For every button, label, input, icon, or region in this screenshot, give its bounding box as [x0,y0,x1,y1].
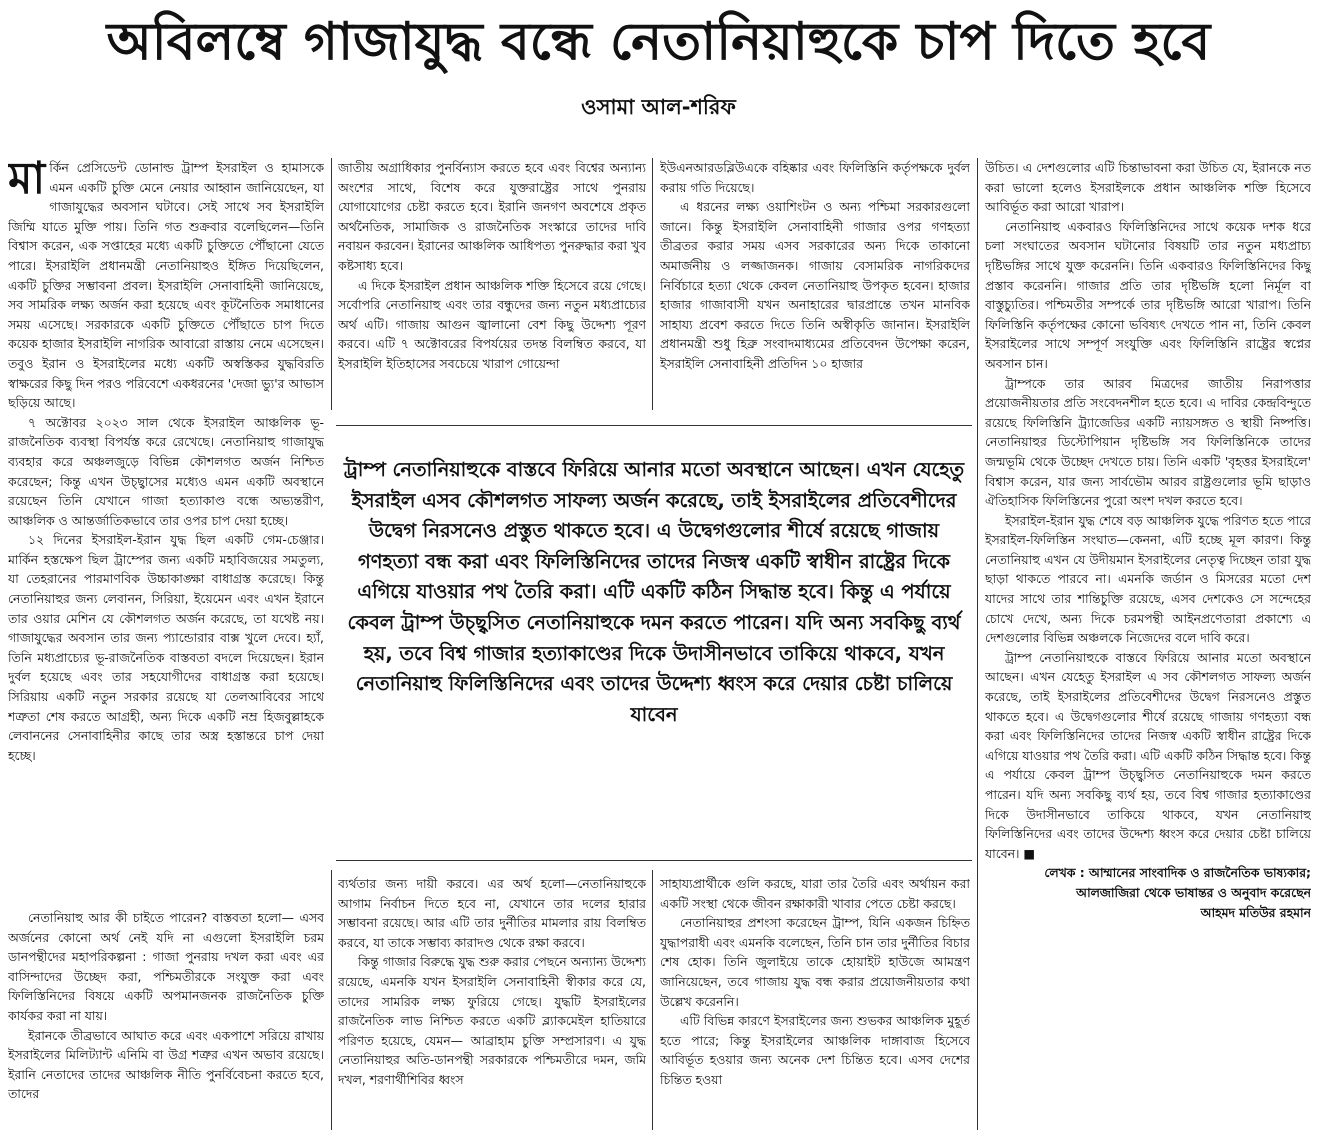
article-paragraph: এ দিকে ইসরাইল প্রধান আঞ্চলিক শক্তি হিসেবে রয়ে গেছে। সর্বোপরি নেতানিয়াহু এবং তার বন্ধুদের জন্য নতুন মধ্যপ্রাচ্যের অর্থ এটি। গাজায় আগুন জ্বালানো বেশ কিছু উদ্দেশ্য পূরণ করবে। এটি ৭ অক্টোবরের বিপর্যয়ের তদন্ত বিলম্বিত করবে, যা ইসরাইলি ইতিহাসের সবচেয়ে খারাপ গোয়েন্দা [338,277,646,371]
translator-name: আহমদ মতিউর রহমান [1200,904,1311,920]
article-paragraph: জাতীয় অগ্রাধিকার পুনর্বিন্যাস করতে হবে এবং বিশ্বের অন্যান্য অংশের সাথে, বিশেষ করে যুক্তরাষ্ট্রের সাথে পুনরায় যোগাযোগের চেষ্টা করতে হবে। ইরানি জনগণ অবশেষে প্রকৃত অর্থনৈতিক, সামাজিক ও রাজনৈতিক সংস্কারে তাদের দাবি নবায়ন করবেন। ইরানের আঞ্চলিক আধিপত্য পুনরুদ্ধার করা খুব কষ্টসাধ্য হবে। [338,160,646,273]
article-column-4 [985,158,1311,1130]
article-column-2 [338,158,646,414]
article-column-2-continued [338,874,646,1130]
drop-cap: মা [8,158,46,204]
pull-quote-rule-top [336,425,972,426]
article-paragraph: এ ধরনের লক্ষ্য ওয়াশিংটন ও অন্য পশ্চিমা সরকারগুলো জানে। কিন্তু ইসরাইলি সেনাবাহিনী গাজার ওপর গণহত্যা তীব্রতর করার সময় এসব সরকারের অন্য দিকে তাকানো অমার্জনীয় ও লজ্জাজনক। গাজায় বেসামরিক নাগরিকদের নির্বিচারে হত্যা থেকে কেবল নেতানিয়াহু উপকৃত হবেন। হাজার হাজার গাজাবাসী যখন অনাহারের দ্বারপ্রান্তে তখন মানবিক সাহায্য প্রবেশ করতে দিতে তিনি অস্বীকৃতি জানান। ইসরাইলি প্রধানমন্ত্রী শুধু হিব্রু সংবাদমাধ্যমের প্রতিবেদন উপেক্ষা করেন, ইসরাইলি সেনাবাহিনী প্রতিদিন ১০ হাজার [660,199,970,371]
column-rule [652,158,653,410]
column-rule [331,158,332,410]
article-paragraph: উচিত। এ দেশগুলোর এটি চিন্তাভাবনা করা উচিত যে, ইরানকে নত করা ভালো হলেও ইসরাইলকে প্রধান আঞ্চলিক শক্তি হিসেবে আবির্ভূত করা আরো খারাপ। [985,160,1311,215]
column-rule [977,158,978,1130]
article-paragraph: ব্যর্থতার জন্য দায়ী করবে। এর অর্থ হলো—নেতানিয়াহুকে আগাম নির্বাচন দিতে হবে না, যেখানে তার দলের হারার সম্ভাবনা রয়েছে। আর এটি তার দুর্নীতির মামলার রায় বিলম্বিত করবে, যা তাকে সম্ভাব্য কারাদণ্ড থেকে রক্ষা করবে। [338,876,646,950]
article-paragraph: ১২ দিনের ইসরাইল-ইরান যুদ্ধ ছিল একটি গেম-চেঞ্জার। মার্কিন হস্তক্ষেপ ছিল ট্রাম্পের জন্য একটি মহাবিজয়ের সমতুল্য, যা তেহরানের পারমাণবিক উচ্চাকাঙ্ক্ষা বাধাগ্রস্ত করেছে। কিন্তু নেতানিয়াহুর জন্য লেবানন, সিরিয়া, ইয়েমেন এবং এখন ইরানে তার ওয়ার মেশিন যে কৌশলগত অর্জন করেছে, তা যথেষ্ট নয়। গাজাযুদ্ধের অবসান তার জন্য প্যান্ডোরার বাক্স খুলে দেবে। হ্যাঁ, তিনি মধ্যপ্রাচ্যের ভূ-রাজনৈতিক বাস্তবতা বদলে দিয়েছেন। ইরান দুর্বল হয়েছে এবং তার সহযোগীদের বাধাগ্রস্ত করা হয়েছে। সিরিয়ায় একটি নতুন সরকার রয়েছে যা তেলআবিবের সাথে শত্রুতা শেষ করতে আগ্রহী, অন্য দিকে একটি নম্র হিজবুল্লাহকে লেবাননের সেনাবাহিনীর কাছে তার অস্ত্র হস্তান্তরে চাপ দেয়া হচ্ছে। [8,532,324,763]
byline: ওসামা আল-শরিফ [581,95,736,119]
column-rule [652,870,653,1130]
article-paragraph: ট্রাম্প নেতানিয়াহুকে বাস্তবে ফিরিয়ে আনার মতো অবস্থানে আছেন। এখন যেহেতু ইসরাইল এ সব কৌশলগত সাফল্য অর্জন করেছে, তাই ইসরাইলের প্রতিবেশীদের উদ্বেগ নিরসনেও প্রস্তুত থাকতে হবে। এ উদ্বেগগুলোর শীর্ষে রয়েছে গাজায় গণহত্যা বন্ধ করা এবং ফিলিস্তিনিদের তাদের নিজস্ব একটি স্বাধীন রাষ্ট্রের দিকে এগিয়ে যাওয়ার পথ তৈরি করা। এটি একটি কঠিন সিদ্ধান্ত হবে। কিন্তু এ পর্যায়ে কেবল ট্রাম্প উচ্ছ্বসিত নেতানিয়াহুকে দমন করতে পারেন। যদি অন্য সবকিছু ব্যর্থ হয়, তবে বিশ্ব গাজার হত্যাকাণ্ডের দিকে উদাসীনভাবে তাকিয়ে থাকবে, যখন নেতানিয়াহু ফিলিস্তিনিদের এবং তাদের উদ্দেশ্য ধ্বংস করে দেয়ার চেষ্টা চালিয়ে যাবেন। ■ [985,649,1311,861]
article-paragraph: নেতানিয়াহুর প্রশংসা করেছেন ট্রাম্প, যিনি একজন চিহ্নিত যুদ্ধাপরাধী এবং এমনকি বলেছেন, তিনি চান তার দুর্নীতির বিচার শেষ হোক। তিনি জুলাইয়ে তাকে হোয়াইট হাউজে আমন্ত্রণ জানিয়েছেন, তবে গাজায় যুদ্ধ বন্ধ করার প্রয়োজনীয়তার কথা উল্লেখ করেননি। [660,915,970,1009]
article-paragraph: সাহায্যপ্রার্থীকে গুলি করছে, যারা তার তৈরি এবং অর্থায়ন করা একটি সংস্থা থেকে জীবন রক্ষাকারী খাবার পেতে চেষ্টা করছে। [660,876,970,911]
article-column-3-continued [660,874,970,1130]
article-column-3 [660,158,970,414]
article-paragraph: মার্কিন প্রেসিডেন্ট ডোনাল্ড ট্রাম্প ইসরাইল ও হামাসকে এমন একটি চুক্তি মেনে নেয়ার আহ্বান জানিয়েছেন, যা গাজাযুদ্ধের অবসান ঘটাবে। সেই সাথে সব ইসরাইলি জিম্মি যাতে মুক্তি পায়। তিনি গত শুক্রবার বলেছিলেন—তিনি বিশ্বাস করেন, এক সপ্তাহের মধ্যে একটি চুক্তিতে পৌঁছানো যেতে পারে। ইসরাইলি প্রধানমন্ত্রী নেতানিয়াহুও ইঙ্গিত দিয়েছিলেন, একটি চুক্তির সম্ভাবনা প্রবল। ইসরাইলি সেনাবাহিনী জানিয়েছে, সব সামরিক লক্ষ্য অর্জন করা হয়েছে এবং কূটনৈতিক সমাধানের সময় এসেছে। সরকারকে একটি চুক্তিতে পৌঁছাতে চাপ দিতে কয়েক হাজার ইসরাইলি নাগরিক আবারো রাস্তায় নেমে এসেছেন। তবুও ইরান ও ইসরাইলের মধ্যে একটি অস্বস্তিকর যুদ্ধবিরতি স্বাক্ষরের কিছু দিন পরও পরিবেশে একধরনের 'দেজা ভ্যু'র আভাস ছড়িয়ে আছে। [8,158,324,411]
article-paragraph: কিন্তু গাজার বিরুদ্ধে যুদ্ধ শুরু করার পেছনে অন্যান্য উদ্দেশ্য রয়েছে, এমনকি যখন ইসরাইলি সেনাবাহিনী স্বীকার করে যে, তাদের সামরিক লক্ষ্য ফুরিয়ে গেছে। যুদ্ধটি ইসরাইলের রাজনৈতিক লাভ নিশ্চিত করতে একটি ব্ল্যাকমেইল হাতিয়ারে পরিণত হয়েছে, যেমন— আব্রাহাম চুক্তি সম্প্রসারণ। এ যুদ্ধ নেতানিয়াহুর অতি-ডানপন্থী সরকারকে পশ্চিমতীরে দমন, জমি দখল, শরণার্থীশিবির ধ্বংস [338,954,646,1087]
article-paragraph: ইসরাইল-ইরান যুদ্ধ শেষে বড় আঞ্চলিক যুদ্ধে পরিণত হতে পারে ইসরাইল-ফিলিস্তিন সংঘাত—কেননা, এটি হচ্ছে মূল কারণ। কিন্তু নেতানিয়াহু এখন যে উদীয়মান ইসরাইলের নেতৃত্ব দিচ্ছেন তারা যুদ্ধ ছাড়া থাকতে পারবে না। এমনকি জর্ডান ও মিসরের মতো দেশ যাদের সাথে তার শান্তিচুক্তি রয়েছে, এসব দেশকেও সে সন্দেহের চোখে দেখে, অন্য দিকে চরমপন্থী আইনপ্রণেতারা প্রকাশ্যে এ দেশগুলোর বিভিন্ন অঞ্চলকে নিজেদের বলে দাবি করে। [985,512,1311,646]
pull-quote-rule-bottom [336,860,972,861]
article-paragraph: এটি বিভিন্ন কারণে ইসরাইলের জন্য শুভকর আঞ্চলিক মুহূর্ত হতে পারে; কিন্তু ইসরাইলের আঞ্চলিক দাঙ্গাবাজ হিসেবে আবির্ভূত হওয়ার জন্য অনেক দেশ চিন্তিত হবে। এসব দেশের চিন্তিত হওয়া [660,1013,970,1087]
article-paragraph: ট্রাম্পকে তার আরব মিত্রদের জাতীয় নিরাপত্তার প্রয়োজনীয়তার প্রতি সংবেদনশীল হতে হবে। এ দাবির কেন্দ্রবিন্দুতে রয়েছে ফিলিস্তিনি ট্র্যাজেডির একটি ন্যায়সঙ্গত ও স্থায়ী নিষ্পত্তি। নেতানিয়াহুর ডিস্টোপিয়ান দৃষ্টিভঙ্গি সব ফিলিস্তিনিকে তাদের জন্মভূমি থেকে উচ্ছেদ দেখতে চায়। তিনি একটি 'বৃহত্তর ইসরাইলে' বিশ্বাস করেন, যার জন্য সার্বভৌম আরব রাষ্ট্রগুলোর ভূমি ছাড়াও ঐতিহাসিক ফিলিস্তিনের পুরো অংশ দখল করতে হবে। [985,375,1311,509]
column-rule [331,870,332,1130]
article-paragraph: ইরানকে তীব্রভাবে আঘাত করে এবং একপাশে সরিয়ে রাখায় ইসরাইলের মিলিট্যান্ট এনিমি বা উগ্র শত্রুর এখন অভাব রয়েছে। ইরানি নেতাদের তাদের আঞ্চলিক নীতি পুনর্বিবেচনা করতে হবে, তাদের [8,1027,324,1102]
pull-quote [336,455,972,825]
author-credit: লেখক : আম্মানের সাংবাদিক ও রাজনৈতিক ভাষ্যকার; [1044,865,1311,881]
article-column-1-continued [8,908,324,1130]
article-paragraph: ৭ অক্টোবর ২০২৩ সাল থেকে ইসরাইল আঞ্চলিক ভূ-রাজনৈতিক ব্যবস্থা বিপর্যস্ত করে রেখেছে। নেতানিয়াহু গাজাযুদ্ধ ব্যবহার করে অঞ্চলজুড়ে বিভিন্ন কৌশলগত অর্জন নিশ্চিত করেছেন; কিন্তু এখন উচ্ছ্বাসের মধ্যেও এমন একটি অবস্থানে রয়েছেন তিনি যেখানে গাজা হত্যাকাণ্ড বন্ধে অভ্যন্তরীণ, আঞ্চলিক ও আন্তর্জাতিকভাবে তার ওপর চাপ দেয়া হচ্ছে। [8,414,324,528]
article-paragraph: নেতানিয়াহু একবারও ফিলিস্তিনিদের সাথে কয়েক দশক ধরে চলা সংঘাতের অবসান ঘটানোর বিষয়টি তার নতুন মধ্যপ্রাচ্য দৃষ্টিভঙ্গির সাথে যুক্ত করেননি। তিনি একবারও ফিলিস্তিনিদের কিছু প্রস্তাব করেননি। গাজার প্রতি তার দৃষ্টিভঙ্গি হলো নির্মূল বা বাস্তুচ্যুতির। পশ্চিমতীর সম্পর্কে তার দৃষ্টিভঙ্গি আরো খারাপ। তিনি ফিলিস্তিনি কর্তৃপক্ষের কোনো ভবিষ্যৎ দেখতে পান না, তিনি কেবল ইসরাইলের সাথে সম্পূর্ণ সংযুক্তি এবং ফিলিস্তিনি রাষ্ট্রের স্বপ্নের অবসান চান। [985,218,1311,371]
article-column-1 [8,158,324,910]
translator-credit: আলজাজিরা থেকে ভাষান্তর ও অনুবাদ করেছেন [1076,884,1311,900]
article-paragraph: নেতানিয়াহু আর কী চাইতে পারেন? বাস্তবতা হলো— এসব অর্জনের কোনো অর্থ নেই যদি না এগুলো ইসরাইলি চরম ডানপন্থীদের মহাপরিকল্পনা : গাজা পুনরায় দখল করা এবং এর বাসিন্দাদের উচ্ছেদ করা, পশ্চিমতীরকে সংযুক্ত করা এবং ফিলিস্তিনিদের বিষয়ে একটি অপমানজনক রাজনৈতিক চুক্তি কার্যকর করা না যায়। [8,910,324,1023]
article-paragraph: ইউএনআরডব্লিউএকে বহিষ্কার এবং ফিলিস্তিনি কর্তৃপক্ষকে দুর্বল করায় গতি দিয়েছে। [660,160,970,195]
pull-quote-text: ট্রাম্প নেতানিয়াহুকে বাস্তবে ফিরিয়ে আনার মতো অবস্থানে আছেন। এখন যেহেতু ইসরাইল এসব কৌশলগত সাফল্য অর্জন করেছে, তাই ইসরাইলের প্রতিবেশীদের উদ্বেগ নিরসনেও প্রস্তুত থাকতে হবে। এ উদ্বেগগুলোর শীর্ষে রয়েছে গাজায় গণহত্যা বন্ধ করা এবং ফিলিস্তিনিদের তাদের নিজস্ব একটি স্বাধীন রাষ্ট্রের দিকে এগিয়ে যাওয়ার পথ তৈরি করা। এটি একটি কঠিন সিদ্ধান্ত হবে। কিন্তু এ পর্যায়ে কেবল ট্রাম্প উচ্ছ্বসিত নেতানিয়াহুকে দমন করতে পারেন। যদি অন্য সবকিছু ব্যর্থ হয়, তবে বিশ্ব গাজার হত্যাকাণ্ডের দিকে উদাসীনভাবে তাকিয়ে থাকবে, যখন নেতানিয়াহু ফিলিস্তিনিদের এবং তাদের উদ্দেশ্য ধ্বংস করে দেয়ার চেষ্টা চালিয়ে যাবেন [343,458,965,726]
headline: অবিলম্বে গাজাযুদ্ধ বন্ধে নেতানিয়াহুকে চাপ দিতে হবে [106,12,1211,72]
